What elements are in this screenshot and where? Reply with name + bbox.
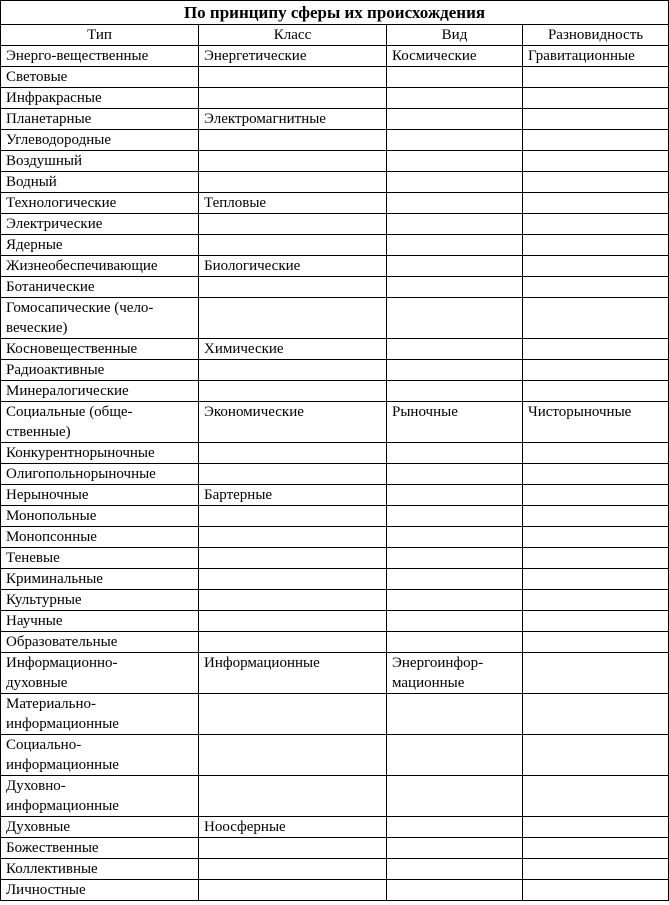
cell-type: Теневые: [1, 548, 199, 569]
cell-kind: [387, 776, 523, 817]
cell-variety: [523, 214, 669, 235]
cell-type: Информационно- духовные: [1, 653, 199, 694]
cell-kind: [387, 172, 523, 193]
cell-variety: [523, 590, 669, 611]
cell-class: [199, 527, 387, 548]
cell-kind: [387, 443, 523, 464]
header-variety: Разновидность: [523, 25, 669, 46]
cell-class: [199, 632, 387, 653]
cell-kind: Космические: [387, 46, 523, 67]
cell-variety: [523, 172, 669, 193]
cell-type: Ботанические: [1, 277, 199, 298]
cell-variety: [523, 298, 669, 339]
table-row: [1, 880, 669, 901]
cell-variety: [523, 360, 669, 381]
table-row: [1, 527, 669, 548]
table-row: [1, 735, 669, 776]
cell-kind: [387, 277, 523, 298]
cell-kind: [387, 694, 523, 735]
cell-kind: [387, 632, 523, 653]
cell-variety: [523, 130, 669, 151]
table-row: [1, 506, 669, 527]
table-row: [1, 443, 669, 464]
cell-variety: [523, 109, 669, 130]
table-row: [1, 776, 669, 817]
cell-type: Социальные (обще- ственные): [1, 402, 199, 443]
table-row: [1, 838, 669, 859]
table-row: [1, 694, 669, 735]
cell-class: [199, 859, 387, 880]
cell-class: [199, 838, 387, 859]
cell-kind: [387, 590, 523, 611]
cell-class: [199, 298, 387, 339]
cell-type: Жизнеобеспечивающие: [1, 256, 199, 277]
cell-type: Минералогические: [1, 381, 199, 402]
cell-type: Личностные: [1, 880, 199, 901]
table-row: [1, 256, 669, 277]
table-row: [1, 632, 669, 653]
cell-class: Энергетические: [199, 46, 387, 67]
table-row: [1, 214, 669, 235]
cell-variety: [523, 569, 669, 590]
cell-type: Энерго-вещественные: [1, 46, 199, 67]
cell-class: [199, 611, 387, 632]
cell-class: [199, 277, 387, 298]
cell-type: Социально- информационные: [1, 735, 199, 776]
cell-type: Световые: [1, 67, 199, 88]
cell-class: [199, 151, 387, 172]
cell-variety: [523, 443, 669, 464]
table-row: [1, 590, 669, 611]
cell-type: Духовно- информационные: [1, 776, 199, 817]
cell-variety: [523, 506, 669, 527]
cell-kind: [387, 67, 523, 88]
cell-class: [199, 735, 387, 776]
cell-class: [199, 443, 387, 464]
table-row: [1, 339, 669, 360]
table-row: [1, 109, 669, 130]
cell-variety: [523, 632, 669, 653]
cell-class: Химические: [199, 339, 387, 360]
cell-kind: [387, 485, 523, 506]
cell-class: [199, 694, 387, 735]
cell-variety: [523, 653, 669, 694]
cell-class: [199, 880, 387, 901]
cell-type: Материально- информационные: [1, 694, 199, 735]
table-row: [1, 817, 669, 838]
cell-kind: [387, 130, 523, 151]
table-row: [1, 402, 669, 443]
table-row: [1, 360, 669, 381]
table-row: [1, 569, 669, 590]
cell-type: Олигопольнорыночные: [1, 464, 199, 485]
cell-kind: [387, 88, 523, 109]
table-row: [1, 130, 669, 151]
cell-type: Коллективные: [1, 859, 199, 880]
cell-class: Тепловые: [199, 193, 387, 214]
cell-type: Научные: [1, 611, 199, 632]
cell-class: Электромагнитные: [199, 109, 387, 130]
cell-type: Гомосапические (чело- веческие): [1, 298, 199, 339]
cell-class: [199, 590, 387, 611]
cell-kind: [387, 151, 523, 172]
cell-kind: [387, 611, 523, 632]
cell-kind: Энергоинфор- мационные: [387, 653, 523, 694]
cell-class: [199, 235, 387, 256]
cell-type: Нерыночные: [1, 485, 199, 506]
cell-class: [199, 776, 387, 817]
cell-variety: [523, 381, 669, 402]
table-row: [1, 193, 669, 214]
table-row: [1, 548, 669, 569]
cell-variety: [523, 193, 669, 214]
cell-type: Монопольные: [1, 506, 199, 527]
cell-type: Духовные: [1, 817, 199, 838]
cell-type: Инфракрасные: [1, 88, 199, 109]
cell-type: Водный: [1, 172, 199, 193]
cell-variety: [523, 859, 669, 880]
cell-type: Криминальные: [1, 569, 199, 590]
cell-variety: Гравитационные: [523, 46, 669, 67]
table-row: [1, 381, 669, 402]
cell-kind: [387, 298, 523, 339]
cell-type: Божественные: [1, 838, 199, 859]
cell-class: Экономические: [199, 402, 387, 443]
cell-kind: [387, 214, 523, 235]
cell-type: Культурные: [1, 590, 199, 611]
cell-kind: [387, 569, 523, 590]
cell-kind: Рыночные: [387, 402, 523, 443]
table-row: [1, 88, 669, 109]
cell-class: [199, 569, 387, 590]
cell-kind: [387, 735, 523, 776]
cell-variety: [523, 694, 669, 735]
table-row: [1, 172, 669, 193]
cell-kind: [387, 859, 523, 880]
cell-variety: [523, 88, 669, 109]
cell-type: Планетарные: [1, 109, 199, 130]
cell-kind: [387, 527, 523, 548]
cell-variety: [523, 67, 669, 88]
cell-type: Косновещественные: [1, 339, 199, 360]
table-row: [1, 464, 669, 485]
cell-kind: [387, 838, 523, 859]
cell-variety: [523, 339, 669, 360]
cell-variety: [523, 151, 669, 172]
cell-variety: [523, 485, 669, 506]
cell-type: Образовательные: [1, 632, 199, 653]
cell-variety: [523, 277, 669, 298]
cell-variety: [523, 527, 669, 548]
cell-class: [199, 172, 387, 193]
cell-kind: [387, 235, 523, 256]
table-title: По принципу сферы их происхождения: [1, 1, 669, 25]
table-row: [1, 298, 669, 339]
cell-variety: [523, 880, 669, 901]
cell-kind: [387, 381, 523, 402]
cell-class: [199, 381, 387, 402]
cell-kind: [387, 817, 523, 838]
cell-kind: [387, 339, 523, 360]
cell-kind: [387, 548, 523, 569]
cell-variety: [523, 776, 669, 817]
table-row: [1, 151, 669, 172]
cell-kind: [387, 109, 523, 130]
cell-type: Углеводородные: [1, 130, 199, 151]
cell-class: [199, 214, 387, 235]
table-row: [1, 235, 669, 256]
cell-type: Технологические: [1, 193, 199, 214]
cell-kind: [387, 880, 523, 901]
cell-class: [199, 88, 387, 109]
cell-type: Воздушный: [1, 151, 199, 172]
cell-type: Ядерные: [1, 235, 199, 256]
cell-class: [199, 360, 387, 381]
table-row: [1, 46, 669, 67]
table-row: [1, 653, 669, 694]
table-row: [1, 277, 669, 298]
cell-type: Конкурентнорыночные: [1, 443, 199, 464]
cell-class: [199, 67, 387, 88]
header-kind: Вид: [387, 25, 523, 46]
cell-variety: [523, 817, 669, 838]
cell-variety: [523, 735, 669, 776]
cell-variety: Чисторыночные: [523, 402, 669, 443]
table-row: [1, 611, 669, 632]
cell-class: [199, 506, 387, 527]
cell-kind: [387, 360, 523, 381]
cell-variety: [523, 548, 669, 569]
cell-class: Информационные: [199, 653, 387, 694]
table-row: [1, 67, 669, 88]
cell-class: [199, 130, 387, 151]
cell-type: Монопсонные: [1, 527, 199, 548]
cell-kind: [387, 464, 523, 485]
cell-variety: [523, 235, 669, 256]
cell-type: Электрические: [1, 214, 199, 235]
cell-type: Радиоактивные: [1, 360, 199, 381]
cell-class: Бартерные: [199, 485, 387, 506]
cell-kind: [387, 506, 523, 527]
cell-variety: [523, 464, 669, 485]
cell-kind: [387, 256, 523, 277]
cell-variety: [523, 838, 669, 859]
cell-class: [199, 548, 387, 569]
cell-variety: [523, 611, 669, 632]
cell-class: [199, 464, 387, 485]
table-row: [1, 485, 669, 506]
header-type: Тип: [1, 25, 199, 46]
table-row: [1, 859, 669, 880]
cell-kind: [387, 193, 523, 214]
header-class: Класс: [199, 25, 387, 46]
cell-class: Биологические: [199, 256, 387, 277]
cell-variety: [523, 256, 669, 277]
cell-class: Ноосферные: [199, 817, 387, 838]
